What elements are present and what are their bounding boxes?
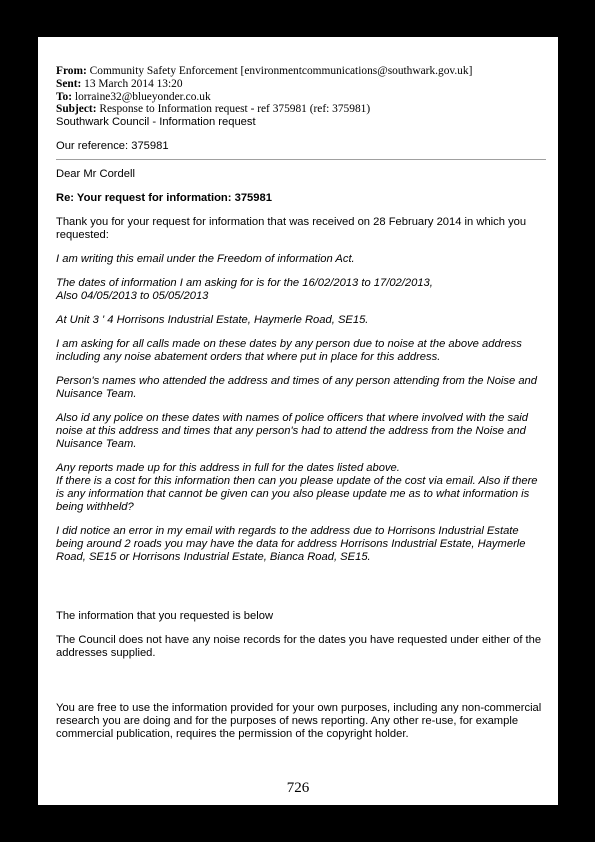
- request-paragraph-8: I did notice an error in my email with regards to the address due to Horrisons Industrial Estate being around 2 roads you may have the data for address Horrisons Industrial Estate, Haymerle Road, SE15 or Horrisons Industrial Estate, Bianca Road, SE15.: [56, 525, 526, 564]
- sent-value: 13 March 2014 13:20: [84, 77, 183, 90]
- email-content: [56, 65, 546, 752]
- sent-line: Sent: 13 March 2014 13:20: [56, 77, 183, 90]
- request-paragraph-5: Person's names who attended the address and times of any person attending from the Noise and Nuisance Team.: [56, 375, 538, 401]
- info-below: The information that you requested is below: [56, 610, 274, 623]
- email-header: [56, 65, 546, 116]
- request-paragraph-2: The dates of information I am asking for is for the 16/02/2013 to 17/02/2013, Also 04/05/2013 to 05/05/2013: [56, 277, 433, 303]
- re-heading: Re: Your request for information: 375981: [56, 192, 272, 205]
- our-reference: Our reference: 375981: [56, 140, 169, 153]
- subject-value: Response to Information request - ref 375981 (ref: 375981): [99, 103, 371, 116]
- from-line: From: Community Safety Enforcement [environmentcommunications@southwark.gov.uk]: [56, 65, 473, 77]
- response-paragraph: The Council does not have any noise records for the dates you have requested under either of the addresses supplied.: [56, 634, 542, 660]
- page-number: 726: [286, 780, 310, 796]
- subject-line: Subject: Response to Information request - ref 375981 (ref: 375981): [56, 103, 371, 116]
- from-value: Community Safety Enforcement [environmentcommunications@southwark.gov.uk]: [89, 65, 473, 77]
- divider: [56, 159, 546, 160]
- salutation: Dear Mr Cordell: [56, 168, 135, 181]
- request-paragraph-6: Also id any police on these dates with names of police officers that where involved with the said noise at this address and times that any person's had to attend the address from the Noise and Nuisance Team.: [56, 412, 528, 451]
- to-line: To: lorraine32@blueyonder.co.uk: [56, 90, 211, 103]
- request-paragraph-7: Any reports made up for this address in full for the dates listed above. If there is a cost for this information then can you please update of the cost via email. Also if there is any information that cannot be given can you also please update me as to what information is being withheld?: [56, 462, 538, 514]
- intro-paragraph: Thank you for your request for information that was received on 28 February 2014 in which you requested:: [56, 216, 527, 242]
- request-paragraph-1: I am writing this email under the Freedom of information Act.: [56, 253, 355, 266]
- reuse-paragraph: You are free to use the information provided for your own purposes, including any non-commercial research you are doing and for the purposes of news reporting. Any other re-use, for example commercial publication, requires the permission of the copyright holder.: [56, 702, 542, 741]
- org-line: Southwark Council - Information request: [56, 116, 256, 129]
- request-paragraph-4: I am asking for all calls made on these dates by any person due to noise at the above address including any noise abatement orders that where put in place for this address.: [56, 338, 522, 364]
- to-value: lorraine32@blueyonder.co.uk: [74, 90, 211, 103]
- request-paragraph-3: At Unit 3 ' 4 Horrisons Industrial Estate, Haymerle Road, SE15.: [56, 314, 369, 327]
- document-page: [38, 37, 558, 805]
